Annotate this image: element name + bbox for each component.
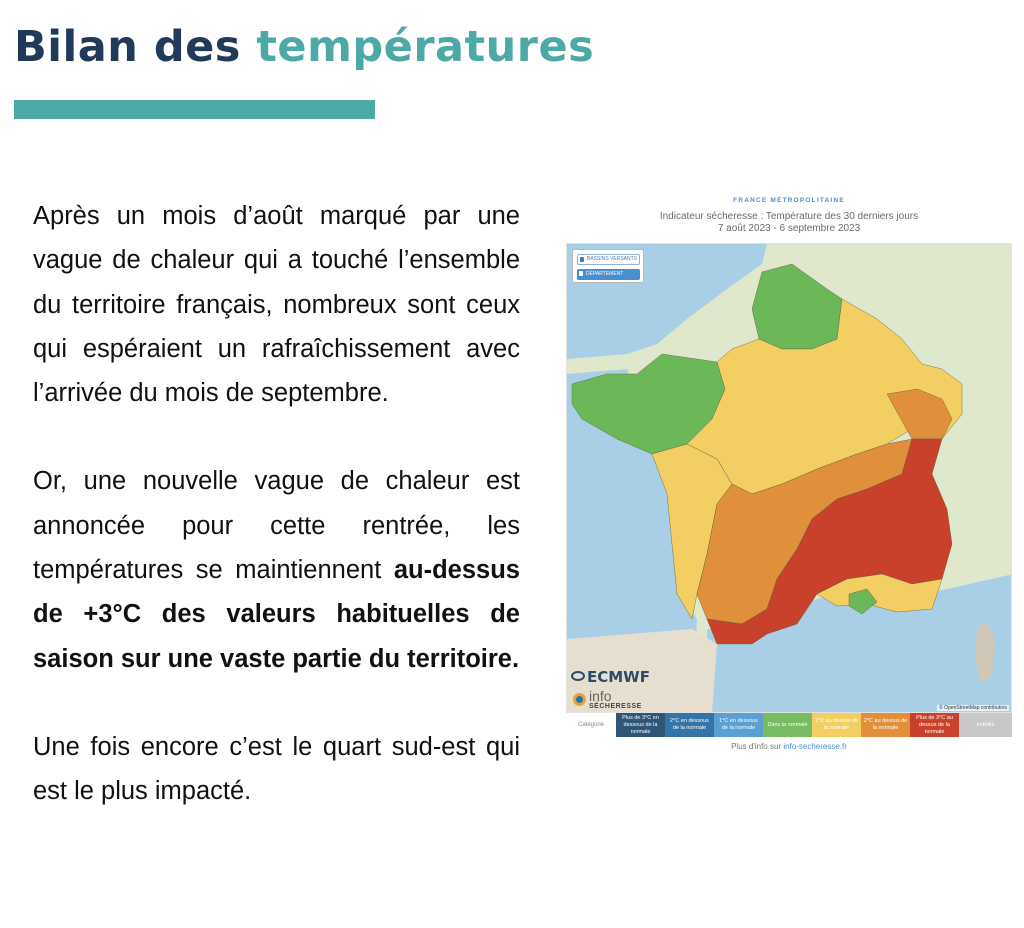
legend-item-plus2: 2°C au dessus de la normale [861, 713, 910, 737]
drop-icon [573, 693, 586, 706]
paragraph-3: Une fois encore c’est le quart sud-est qui est le plus impacté. [33, 732, 520, 806]
paragraph-2 [33, 459, 520, 680]
layer-icon [579, 271, 583, 276]
map-layer-control [572, 249, 644, 283]
legend-item-minus3: Plus de 3°C en dessous de la normale [616, 713, 665, 737]
layer-option-departement[interactable] [577, 269, 640, 280]
layer-option-departement-label: DÉPARTEMENT [586, 271, 624, 277]
note-prefix: Plus d'info sur [731, 742, 784, 751]
logo-info-text: info [589, 688, 612, 704]
legend-item-plus3: Plus de 3°C au dessus de la normale [910, 713, 959, 737]
map-attribution[interactable]: © OpenStreetMap contributors [939, 705, 1007, 711]
map-legend [566, 713, 1012, 737]
figure-note [566, 742, 1012, 751]
region-north-green [752, 264, 842, 349]
ecmwf-logo-text: ECMWF [587, 668, 650, 686]
info-secheresse-link[interactable]: info-secheresse.fr [783, 742, 847, 751]
ecmwf-logo [571, 668, 650, 686]
ecmwf-icon [571, 671, 585, 681]
drought-map-figure [566, 190, 1012, 760]
paragraph-2-start: Or, une nouvelle vague de chaleur est annoncée pour cette rentrée, les températures se maintiennent [33, 467, 520, 585]
layer-option-bassins-label: BASSINS VERSANTS [587, 256, 638, 262]
body-text [33, 194, 520, 814]
legend-item-normal: Dans la normale [763, 713, 812, 737]
layer-option-bassins[interactable] [577, 254, 640, 265]
layer-icon [580, 257, 584, 262]
info-secheresse-logo [571, 689, 651, 713]
title-underline-bar [14, 100, 375, 119]
figure-subtitle: 7 août 2023 - 6 septembre 2023 [717, 223, 861, 234]
logo-secheresse-text: SÉCHERESSE [589, 703, 642, 710]
title-part-accent: températures [256, 22, 595, 72]
paragraph-2-bold: au-dessus de +3°C des valeurs habituelles de saison sur une vaste partie du territoire. [33, 556, 520, 673]
page-title [14, 22, 594, 72]
legend-item-undefined: Indéfini [959, 713, 1012, 737]
legend-item-minus1: 1°C en dessous de la normale [714, 713, 763, 737]
figure-supertitle: FRANCE MÉTROPOLITAINE [733, 197, 845, 204]
map-drawing [567, 244, 1012, 713]
legend-item-plus1: 1°C au dessus de la normale [812, 713, 861, 737]
title-part-dark: Bilan des [14, 22, 241, 72]
paragraph-1: Après un mois d’août marqué par une vague de chaleur qui a touché l’ensemble du territoire français, nombreux sont ceux qui espéraient un rafraîchissement avec l’arrivée du mois de septembre. [33, 202, 520, 408]
temperature-map[interactable] [566, 243, 1012, 713]
legend-item-minus2: 2°C en dessous de la normale [665, 713, 714, 737]
figure-title: Indicateur sécheresse : Température des 30 derniers jours [659, 211, 919, 222]
legend-label: Catégorie [577, 722, 604, 728]
